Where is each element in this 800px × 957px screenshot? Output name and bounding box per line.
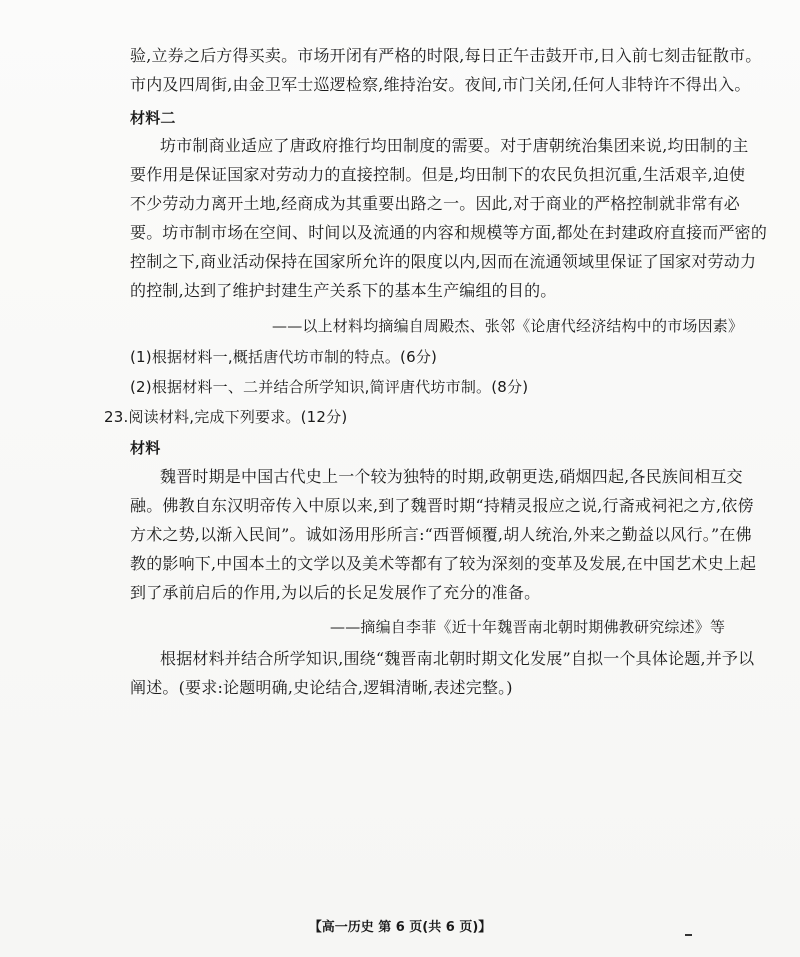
q23-material-line-5: 到了承前启后的作用,为以后的长足发展作了充分的准备。: [130, 583, 541, 602]
material2-line-2: 要作用是保证国家对劳动力的直接控制。但是,均田制下的农民负担沉重,生活艰辛,迫使: [130, 165, 746, 184]
q22-sub-1: (1)根据材料一,概括唐代坊市制的特点。(6分): [130, 348, 438, 366]
q23-material-line-4: 教的影响下,中国本土的文学以及美术等都有了较为深刻的变革及发展,在中国艺术史上起: [130, 554, 757, 573]
q23-material-line-1: 魏晋时期是中国古代史上一个较为独特的时期,政朝更迭,硝烟四起,各民族间相互交: [160, 467, 743, 486]
q22-sub-2: (2)根据材料一、二并结合所学知识,简评唐代坊市制。(8分): [130, 378, 529, 396]
material1-line-2: 市内及四周街,由金卫军士巡逻检察,维持治安。夜间,市门关闭,任何人非特许不得出入。: [130, 75, 751, 94]
page-footer: 【高一历史 第 6 页(共 6 页)】: [308, 920, 492, 935]
material2-line-6: 的控制,达到了维护封建生产关系下的基本生产编组的目的。: [130, 281, 557, 300]
q23-source: ——摘编自李菲《近十年魏晋南北朝时期佛教研究综述》等: [330, 618, 726, 636]
material2-source: ——以上材料均摘编自周殿杰、张邻《论唐代经济结构中的市场因素》: [272, 317, 744, 335]
corner-mark: [685, 934, 692, 936]
q23-task-line-2: 阐述。(要求:论题明确,史论结合,逻辑清晰,表述完整。): [130, 678, 513, 697]
material2-line-5: 控制之下,商业活动保持在国家所允许的限度以内,因而在流通领域里保证了国家对劳动力: [130, 252, 757, 271]
material1-line-1: 验,立券之后方得买卖。市场开闭有严格的时限,每日正午击鼓开市,日入前七刻击钲散市。: [130, 46, 762, 65]
q23-material-line-3: 方术之势,以渐入民间”。诚如汤用彤所言:“西晋倾覆,胡人统治,外来之勤益以风行。”在佛: [130, 525, 752, 544]
material2-line-4: 要。坊市制市场在空间、时间以及流通的内容和规模等方面,都处在封建政府直接而严密的: [130, 223, 768, 242]
material2-line-3: 不少劳动力离开土地,经商成为其重要出路之一。因此,对于商业的严格控制就非常有必: [130, 194, 740, 213]
q23-stem: 23.阅读材料,完成下列要求。(12分): [104, 408, 348, 426]
material2-line-1: 坊市制商业适应了唐政府推行均田制度的需要。对于唐朝统治集团来说,均田制的主: [160, 136, 749, 155]
q23-task-line-1: 根据材料并结合所学知识,围绕“魏晋南北朝时期文化发展”自拟一个具体论题,并予以: [160, 649, 755, 668]
q23-material-heading: 材料: [130, 439, 161, 457]
q23-material-line-2: 融。佛教自东汉明帝传入中原以来,到了魏晋时期“持精灵报应之说,行斋戒祠祀之方,依傍: [130, 496, 754, 515]
material2-heading: 材料二: [130, 109, 176, 127]
